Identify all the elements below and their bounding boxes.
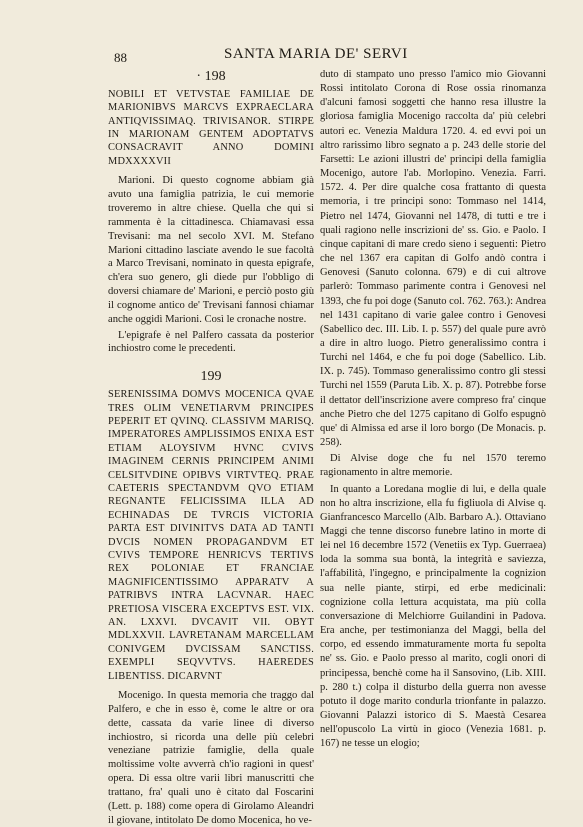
section-number-198: · 198 bbox=[196, 69, 226, 84]
commentary-198-paragraph-1: Marioni. Di questo cognome abbiam già avuto una famiglia patrizia, le cui memorie troveremo in altre chiese. Quella che qui si rammenta è la cittadinesca. Chiamavasi essa Trevisani: ma nel secolo XVI. M. Stefano Marioni cittadino lasciate avendo le sue facoltà a Marco Trevisani, nominato in questa epigrafe, ch'era suo genero, gli diede pur l'obbligo di doversi chiamare de' Marioni, e perciò posto giù il cognome antico de' Trevisani fannosi chiamar anche oggidì Marioni. Così le cronache nostre. bbox=[108, 175, 314, 325]
right-column-paragraph-1: duto di stampato uno presso l'amico mio Giovanni Rossi intitolato Corona di Rose ossia rinomanza d'alcuni famosi soggetti che hanno resa illustre la gloriosa famiglia Mocenigo raccolta da' più celebri autori ec. Venezia Maldura 1720. 4. ed evvi poi un altro rarissimo libro segnato a p. 243 delle storie del Farsetti: Le azioni illustri de' principi della famiglia Mocenigo, autore l'ab. Morlopino. Venezia. Farri. 1572. 4. Per dire qualche cosa frattanto di questa memoria, i tre principi sono: Tommaso nel 1414, Pietro nel 1474, Giovanni nel 1478, di tutti e tre i quali ragiono nelle inscrizioni de' ss. Gio. e Paolo. I cinque capitani di mare credo sieno i seguenti: Pietro che nel 1367 era capitan di Golfo andò contra i Genovesi (Sanuto colonna. 679) e di cui altrove parlerò: Tommaso parimente contra i Genovesi nel 1393, che fu poi doge (Sanuto col. 762. 763.): Andrea nel 1431 capitano di varie galee contro i Genovesi (Sabellico dec. III. Lib. I. p. 557) del quale pure avrò a dire in altro luogo. Pietro generalissimo contra i Turchi nel 1464, e che fu poi doge (Sabellico. Lib. IX. p. 745). Tommaso generalissimo contro gli stessi Turchi nel 1559 (Paruta Lib. X. p. 87). Potrebbe forse il dettator dell'inscrizione avere compreso fra' cinque anche Pietro che del 1275 capitano di Golfo espugnò que' di Almissa ed arse il loro borgo (De Monacis. p. 258). bbox=[320, 69, 546, 449]
inscription-199: SERENISSIMA DOMVS MOCENICA QVAE TRES OLIM VENETIARVM PRINCIPES PEPERIT ET QVINQ. CLASSIVM MARISQ. IMPERATORES AMPLISSIMOS ENIXA EST ETIAM ALOYSIVM HVNC CVIVS IMAGINEM CERNIS PRINCIPEM ANIMI CELSITVDINE OPIBVS VIRTVTEQ. PRAE CAETERIS SPECTANDVM QVO ETIAM REGNANTE FELICISSIMA ILLA AD ECHINADAS DE TVRCIS VICTORIA PARTA EST DIVINITVS DATA AD TANTI DVCIS NOMEN PROPAGANDVM ET CVIVS TEMPORE HENRICVS TERTIVS REX POLONIAE ET FRANCIAE MAGNIFICENTISSIMO APPARATV A PATRIBVS INTRA LACVNAR. HAEC PRETIOSA VISCERA EXCEPTVS EST. VIX. AN. LXXVI. DVCAVIT VII. OBYT MDLXXVII. LAVRETANAM MARCELLAM CONIVGEM DVCISSAM SANCTISS. EXEMPLI SEQVVTVS. HAEREDES LIBENTISS. DICARVNT bbox=[108, 389, 314, 682]
inscription-198: NOBILI ET VETVSTAE FAMILIAE DE MARIONIBVS MARCVS EXPRAECLARA ANTIQVISSIMAQ. TRIVISANOR. STIRPE IN MARIONAM GENTEM ADOPTATVS CONSACRAVIT ANNO DOMINI MDXXXXVII bbox=[108, 88, 314, 167]
section-number-199: 199 bbox=[200, 369, 222, 385]
running-title: SANTA MARIA DE' SERVI bbox=[224, 46, 408, 62]
page-header bbox=[104, 44, 583, 64]
page-number: 88 bbox=[114, 50, 127, 65]
left-column bbox=[108, 68, 314, 827]
right-column bbox=[320, 68, 546, 752]
right-column-paragraph-2: Di Alvise doge che fu nel 1570 teremo ragionamento in altre memorie. bbox=[320, 453, 546, 479]
right-column-paragraph-3: In quanto a Loredana moglie di lui, e della quale non ho altra inscrizione, ella fu figliuola di Alvise q. Gianfrancesco Marcello (Alb. Barbaro A.). Ottaviano Maggi che tenne discorso funebre latino in morte di lei nel 16 decembre 1572 (Venetiis ex Typ. Guerraea) loda la somma sua bontà, la integrità e saviezza, l'affabilità, l'ingegno, e principalmente la cognizion sua nelle piante, stirpi, ed erbe medicinali: cognizione colla lettura acquistata, ma più colla conversazione di Melchiorre Guilandini in Padova. Era anche, per testimonianza del Maggi, bella del corpo, ed essendo immaturamente morta fu sepolta ne' ss. Gio. e Paolo presso al marito, cogli onori di principessa, benchè come ha il Sansovino, (Lib. XIII. p. 280 t.) colpa il disturbo della guerra non avesse potuto il doge marito condurla trionfante in palazzo. Giovanni Palazzi istorico di S. Maestà Cesarea nell'opuscolo La virtù in gioco (Venezia 1681. p. 167) ne tesse un elogio; bbox=[320, 483, 546, 750]
commentary-199-paragraph-1: Mocenigo. In questa memoria che traggo dal Palfero, e che in esso è, come le altre or ora dette, cassata da varie linee di diverso inchiostro, si ricorda una delle più celebri veneziane patrizie famiglie, della quale moltissime volte avverrà ch'io ragioni in quest' opera. Di essa oltre varii libri manuscritti che trattano, fra' quali uno è citato dal Foscarini (Lett. p. 188) come opera di Girolamo Aleandri il giovane, intitolato De domo Mocenica, ho ve- bbox=[108, 690, 314, 826]
commentary-198-paragraph-2: L'epigrafe è nel Palfero cassata da posterior inchiostro come le precedenti. bbox=[108, 329, 314, 355]
